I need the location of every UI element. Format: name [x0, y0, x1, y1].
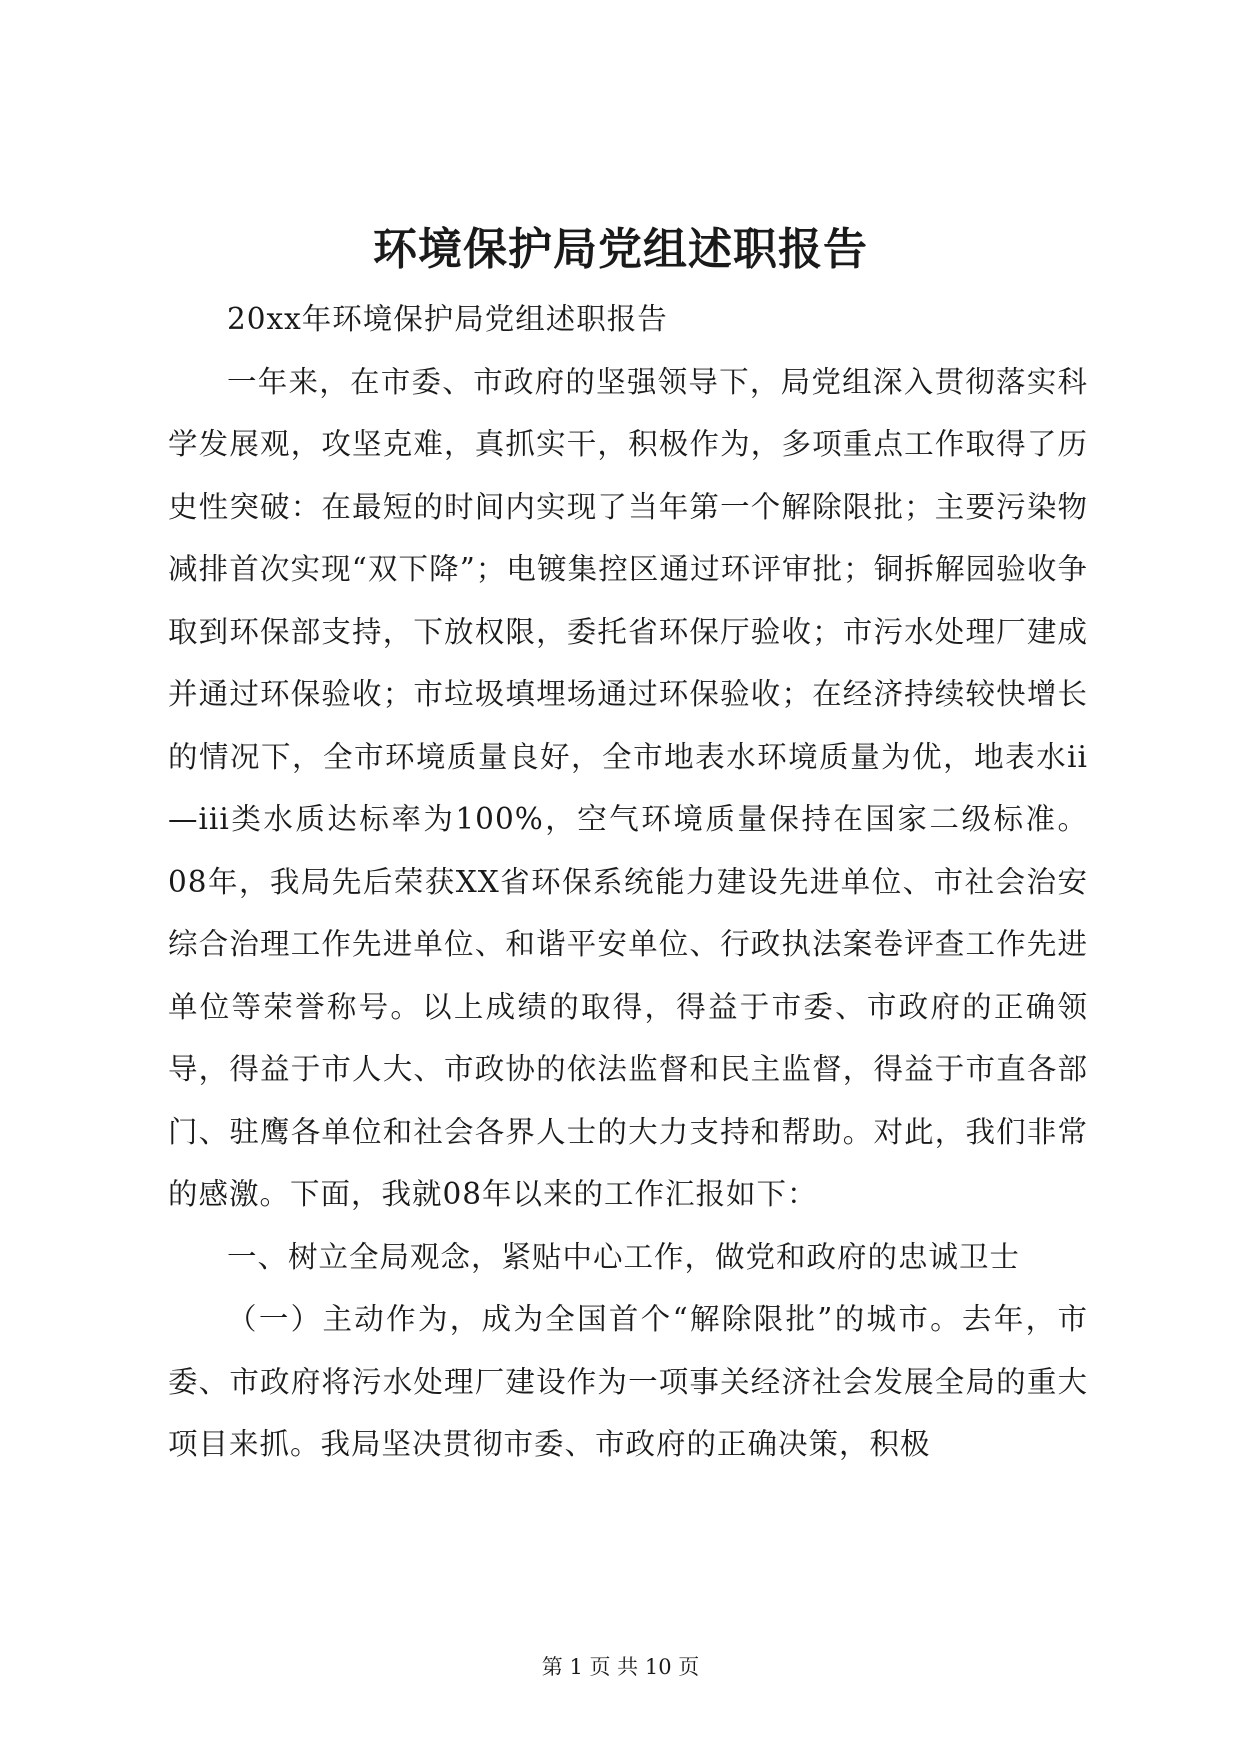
document-body [168, 288, 1088, 1476]
subsection-paragraph: （一）主动作为，成为全国首个“解除限批”的城市。去年，市委、市政府将污水处理厂建设作为一项事关经济社会发展全局的重大项目来抓。我局坚决贯彻市委、市政府的正确决策，积极 [168, 1302, 1088, 1461]
section-heading: 一、树立全局观念，紧贴中心工作，做党和政府的忠诚卫士 [227, 1239, 1021, 1274]
document-title: 环境保护局党组述职报告 [373, 224, 868, 275]
subtitle-paragraph: 20xx年环境保护局党组述职报告 [227, 302, 668, 336]
intro-paragraph: 一年来，在市委、市政府的坚强领导下，局党组深入贯彻落实科学发展观，攻坚克难，真抓实干，积极作为，多项重点工作取得了历史性突破：在最短的时间内实现了当年第一个解除限批；主要污染物减排首次实现“双下降”；电镀集控区通过环评审批；铜拆解园验收争取到环保部支持，下放权限，委托省环保厅验收；市污水处理厂建成并通过环保验收；市垃圾填埋场通过环保验收；在经济持续较快增长的情况下，全市环境质量良好，全市地表水环境质量为优，地表水ii—iii类水质达标率为100%，空气环境质量保持在国家二级标准。08年，我局先后荣获XX省环保系统能力建设先进单位、市社会治安综合治理工作先进单位、和谐平安单位、行政执法案卷评查工作先进单位等荣誉称号。以上成绩的取得，得益于市委、市政府的正确领导，得益于市人大、市政协的依法监督和民主监督，得益于市直各部门、驻鹰各单位和社会各界人士的大力支持和帮助。对此，我们非常的感激。下面，我就08年以来的工作汇报如下： [168, 364, 1088, 1211]
page-footer: 第 1 页 共 10 页 [541, 1655, 700, 1679]
